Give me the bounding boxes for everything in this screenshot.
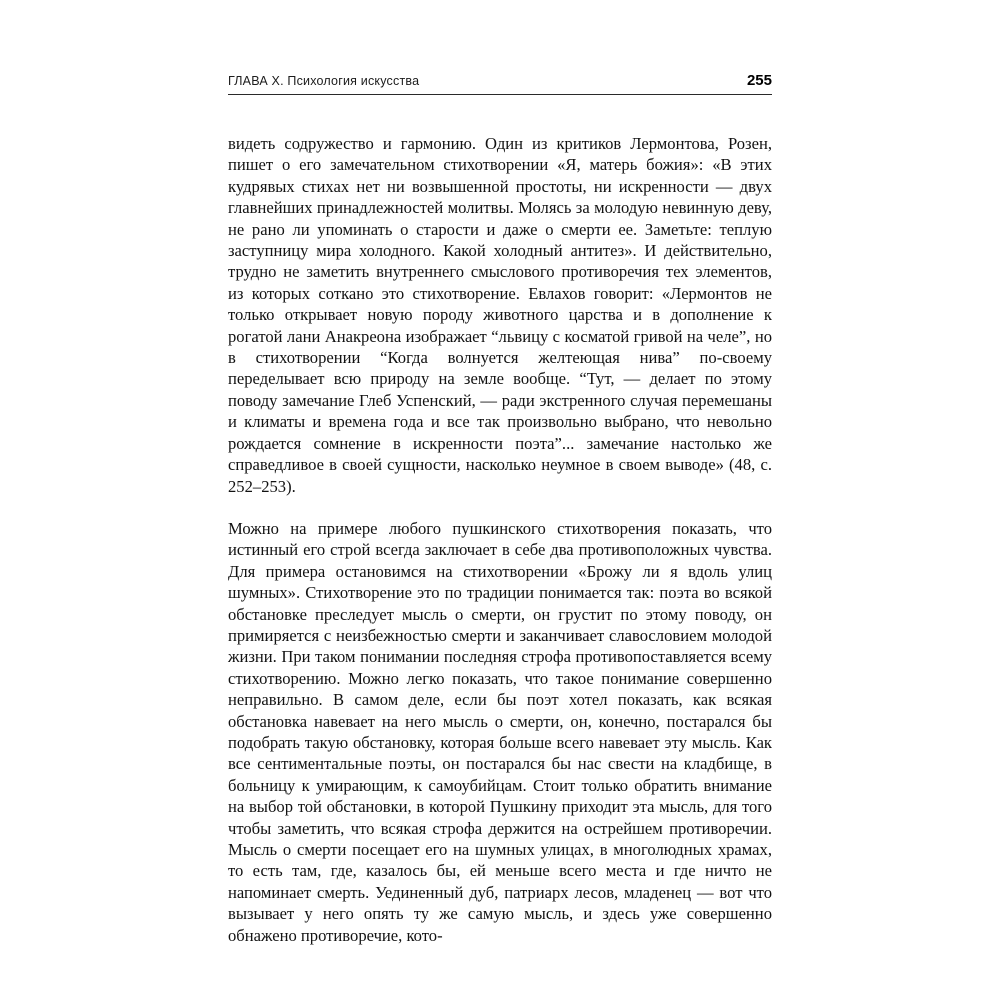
chapter-title: ГЛАВА X. Психология искусства [228,74,420,88]
running-header [228,72,772,95]
page-number: 255 [746,72,772,89]
paragraph-1: видеть содружество и гармонию. Один из критиков Лермонтова, Розен, пишет о его замечательном стихотворении «Я, матерь божия»: «В этих кудрявых стихах нет ни возвышенной простоты, ни искренности — двух главнейших принадлежностей молитвы. Молясь за молодую невинную деву, не рано ли упоминать о старости и даже о смерти ее. Заметьте: теплую заступницу мира холодного. Какой холодный антитез». И действительно, трудно не заметить внутреннего смыслового противоречия тех элементов, из которых соткано это стихотворение. Евлахов говорит: «Лермонтов не только открывает новую породу животного царства и в дополнение к рогатой лани Анакреона изображает “львицу с косматой гривой на челе”, но в стихотворении “Когда волнуется желтеющая нива” по-своему переделывает всю природу на земле вообще. “Тут, — делает по этому поводу замечание Глеб Успенский, — ради экстренного случая перемешаны и климаты и времена года и все так произвольно выбрано, что невольно рождается сомнение в искренности поэта”... замечание настолько же справедливое в своей сущности, насколько неумное в своем выводе» (48, с. 252–253). [228,134,772,496]
paragraph-2: Можно на примере любого пушкинского стихотворения показать, что истинный его строй всегда заключает в себе два противоположных чувства. Для примера остановимся на стихотворении «Брожу ли я вдоль улиц шумных». Стихотворение это по традиции понимается так: поэта во всякой обстановке преследует мысль о смерти, он грустит по этому поводу, он примиряется с неизбежностью смерти и заканчивает славословием молодой жизни. При таком понимании последняя строфа противопоставляется всему стихотворению. Можно легко показать, что такое понимание совершенно неправильно. В самом деле, если бы поэт хотел показать, как всякая обстановка навевает на него мысль о смерти, он, конечно, постарался бы подобрать такую обстановку, которая больше всего навевает эту мысль. Как все сентиментальные поэты, он постарался бы нас свести на кладбище, в больницу к умирающим, к самоубийцам. Стоит только обратить внимание на выбор той обстановки, в которой Пушкину приходит эта мысль, для того чтобы заметить, что всякая строфа держится на острейшем противоречии. Мысль о смерти посещает его на шумных улицах, в многолюдных храмах, то есть там, где, казалось бы, ей меньше всего места и где ничто не напоминает смерть. Уединенный дуб, патриарх лесов, младенец — вот что вызывает у него опять ту же самую мысль, и здесь уже совершенно обнажено противоречие, кото- [228,518,772,945]
page-body [228,133,772,946]
book-page [228,72,772,946]
